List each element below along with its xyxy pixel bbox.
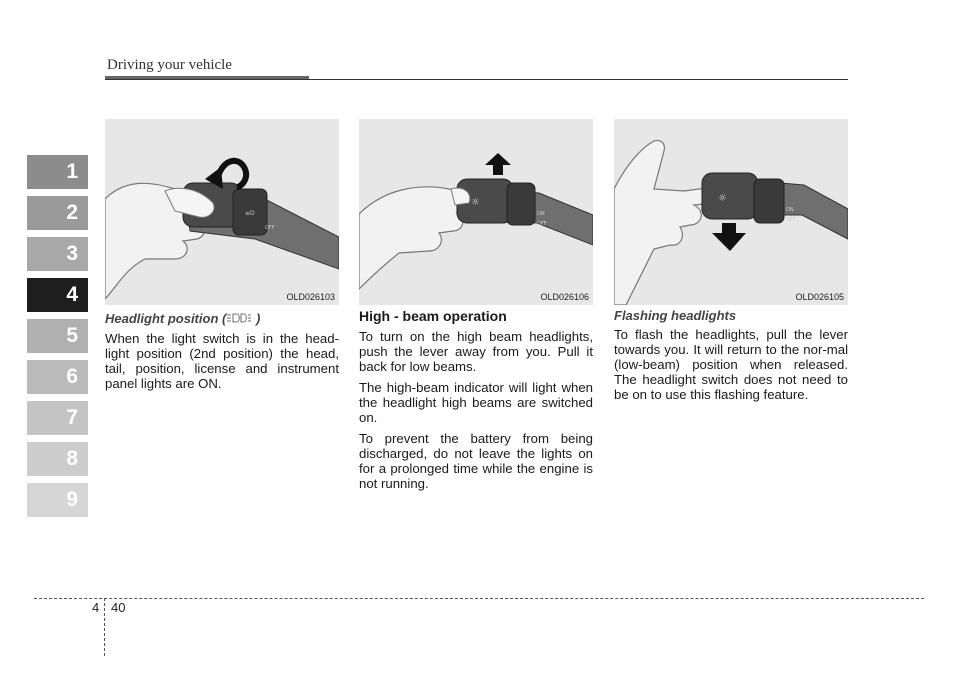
chapter-tab-2[interactable]: 2 [27, 196, 88, 230]
svg-text:OFF: OFF [537, 221, 547, 227]
headlight-symbol-icon [226, 312, 252, 327]
figure-code: OLD026105 [795, 292, 844, 302]
section-heading: High - beam operation [359, 308, 507, 324]
svg-text:OFF: OFF [265, 225, 275, 231]
svg-text:ON: ON [786, 207, 794, 213]
footer-rule [34, 598, 924, 599]
chapter-tab-6[interactable]: 6 [27, 360, 88, 394]
chapter-tab-9[interactable]: 9 [27, 483, 88, 517]
section-heading: Headlight position ( ) [105, 311, 261, 326]
svg-text:☼: ☼ [471, 197, 480, 208]
chapter-tab-5[interactable]: 5 [27, 319, 88, 353]
svg-text:OFF: OFF [786, 217, 796, 223]
lever-push-illustration [359, 119, 593, 305]
figure-flashing [614, 119, 848, 305]
column-3-text [614, 308, 848, 408]
section-heading: Flashing headlights [614, 308, 737, 323]
svg-text:≡D: ≡D [245, 210, 255, 217]
column-1-text [105, 311, 339, 397]
lever-pull-illustration [614, 119, 848, 305]
page-number: 40 [111, 600, 126, 615]
column-2-text [359, 309, 593, 497]
paragraph: To turn on the high beam headlights, push the lever away from you. Pull it back for low beams. [359, 329, 593, 374]
chapter-tab-8[interactable]: 8 [27, 442, 88, 476]
paragraph: To flash the headlights, pull the lever towards you. It will return to the nor-mal (low-beam) position when released. The headlight switch does not need to be on to use this flashing feature. [614, 327, 848, 402]
footer-divider [104, 598, 105, 656]
chapter-tab-3[interactable]: 3 [27, 237, 88, 271]
figure-headlight-position [105, 119, 339, 305]
svg-text:☼: ☼ [718, 193, 727, 204]
paragraph: When the light switch is in the head-light position (2nd position) the head, tail, position, license and instrument panel lights are ON. [105, 331, 339, 391]
paragraph: To prevent the battery from being discharged, do not leave the lights on for a prolonged time while the engine is not running. [359, 431, 593, 491]
running-header: Driving your vehicle [107, 57, 232, 73]
chapter-tab-4[interactable]: 4 [27, 278, 88, 312]
svg-text:ON: ON [537, 211, 545, 217]
figure-high-beam [359, 119, 593, 305]
chapter-tab-1[interactable]: 1 [27, 155, 88, 189]
chapter-number: 4 [92, 600, 100, 615]
figure-code: OLD026106 [540, 292, 589, 302]
lever-rotate-illustration [105, 119, 339, 305]
chapter-tab-7[interactable]: 7 [27, 401, 88, 435]
figure-code: OLD026103 [286, 292, 335, 302]
paragraph: The high-beam indicator will light when the headlight high beams are switched on. [359, 380, 593, 425]
header-rule [105, 79, 848, 80]
